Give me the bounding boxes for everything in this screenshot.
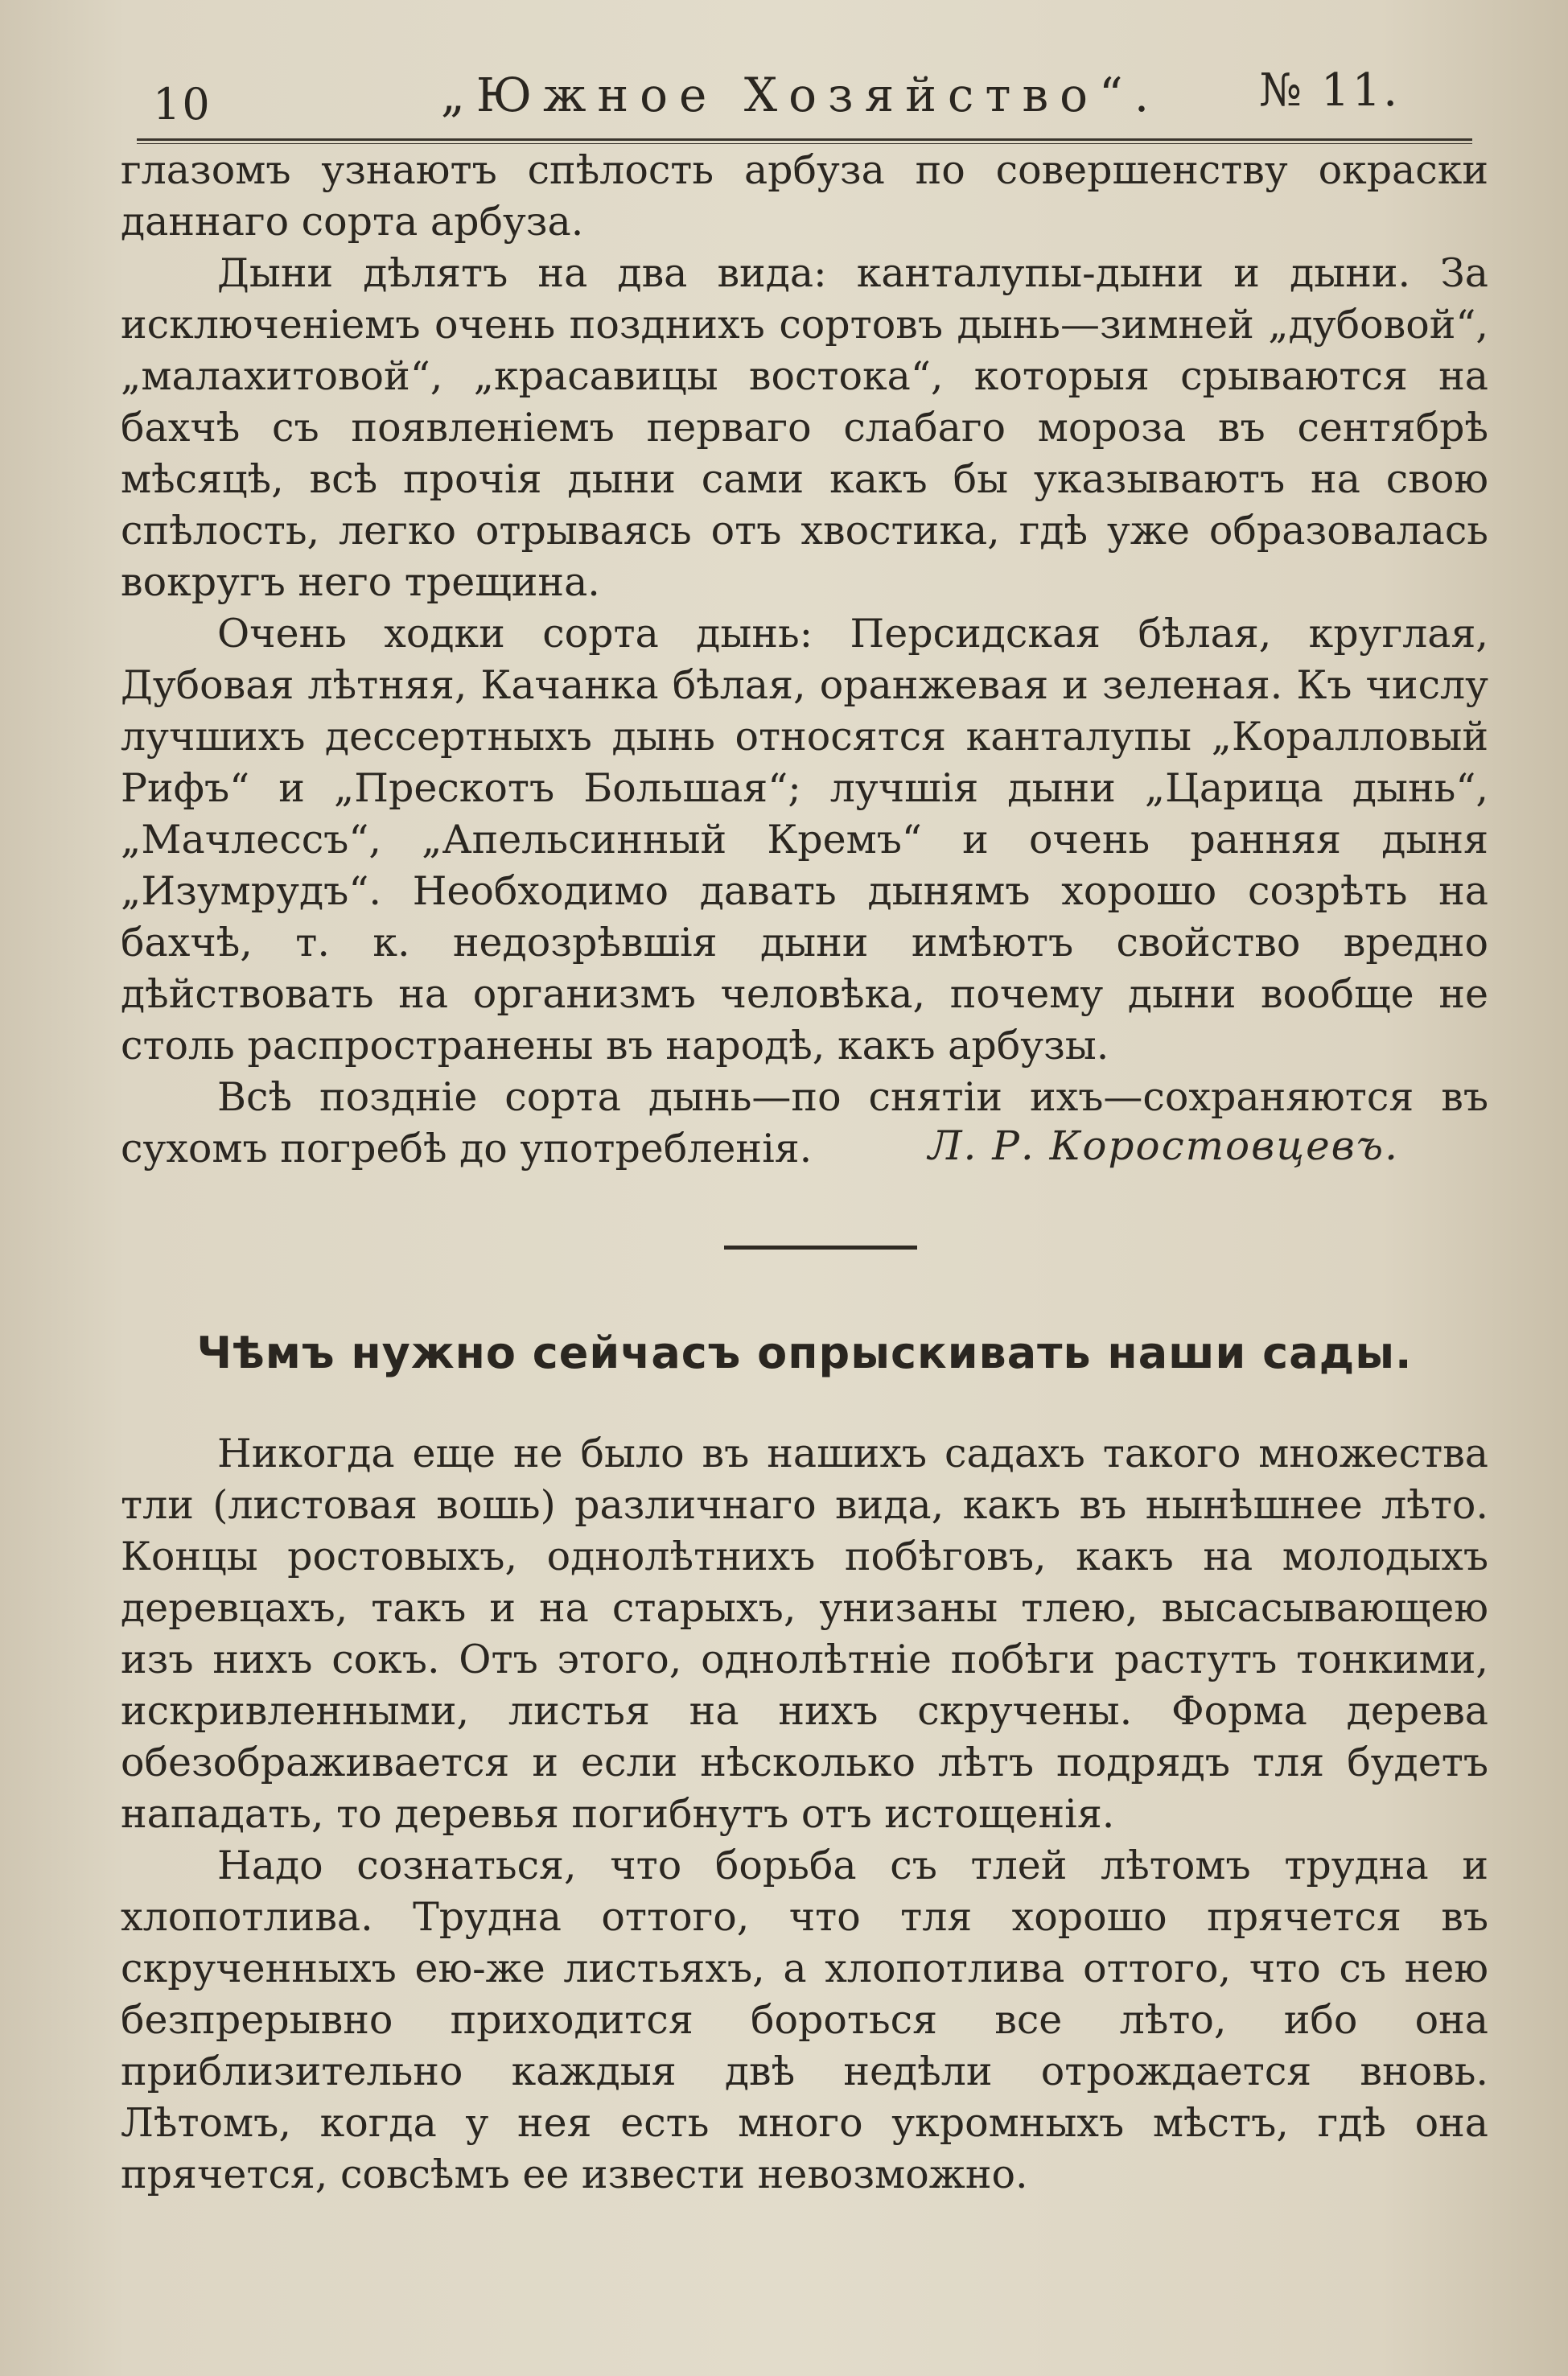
page-number: 10 [153, 79, 212, 130]
article-melons-continued [121, 145, 1488, 1175]
article-title: Чѣмъ нужно сейчасъ опрыскивать наши сады. [196, 1328, 1413, 1378]
page-header [137, 56, 1464, 129]
paragraph: Очень ходки сорта дынь: Персидская бѣлая, круглая, Дубовая лѣтняя, Качанка бѣлая, оранжевая и зеленая. Къ числу лучшихъ дессертныхъ дынь относятся канталупы „Коралловый Рифъ“ и „Прескотъ Большая“; лучшія дыни „Царица дынь“, „Мачлессъ“, „Апельсинный Кремъ“ и очень ранняя дыня „Изумрудъ“. Необходимо давать дынямъ хорошо созрѣть на бахчѣ, т. к. недозрѣвшія дыни имѣютъ свойство вредно дѣйствовать на организмъ человѣка, почему дыни вообще не столь распространены въ народѣ, какъ арбузы. [121, 611, 1488, 1069]
running-title: „Южное Хозяйство“. [440, 68, 1161, 122]
paragraph: Всѣ поздніе сорта дынь—по снятіи ихъ—сохраняются въ сухомъ погребѣ до употребленія. [121, 1074, 1488, 1172]
article-garden-spraying [121, 1428, 1488, 2201]
author-signature: Л. Р. Коростовцевъ. [928, 1122, 1399, 1169]
paragraph: Никогда еще не было въ нашихъ садахъ такого множества тли (листовая вошь) различнаго вида, какъ въ нынѣшнее лѣто. Концы ростовыхъ, однолѣтнихъ побѣговъ, какъ на молодыхъ деревцахъ, такъ и на старыхъ, унизаны тлею, высасывающею изъ нихъ сокъ. Отъ этого, однолѣтніе побѣги растутъ тонкими, искривленными, листья на нихъ скручены. Форма дерева обезображивается и если нѣсколько лѣтъ подрядъ тля будетъ нападать, то деревья погибнутъ отъ истощенія. [121, 1431, 1488, 1837]
paragraph: глазомъ узнаютъ спѣлость арбуза по совершенству окраски даннаго сорта арбуза. [121, 147, 1488, 245]
section-separator [724, 1246, 917, 1250]
header-rule [137, 138, 1472, 144]
paragraph: Дыни дѣлятъ на два вида: канталупы-дыни и дыни. За исключеніемъ очень позднихъ сортовъ дынь—зимней „дубовой“, „малахитовой“, „красавицы востока“, которыя срываются на бахчѣ съ появленіемъ перваго слабаго мороза въ сентябрѣ мѣсяцѣ, всѣ прочія дыни сами какъ бы указываютъ на свою спѣлость, легко отрываясь отъ хвостика, гдѣ уже образовалась вокругъ него трещина. [121, 250, 1488, 605]
paragraph: Надо сознаться, что борьба съ тлей лѣтомъ трудна и хлопотлива. Трудна оттого, что тля хорошо прячется въ скрученныхъ ею-же листьяхъ, а хлопотлива оттого, что съ нею безпрерывно приходится бороться все лѣто, ибо она приблизительно каждыя двѣ недѣли отрождается вновь. Лѣтомъ, когда у нея есть много укромныхъ мѣстъ, гдѣ она прячется, совсѣмъ ее извести невозможно. [121, 1843, 1488, 2197]
issue-number: № 11. [1259, 64, 1400, 117]
